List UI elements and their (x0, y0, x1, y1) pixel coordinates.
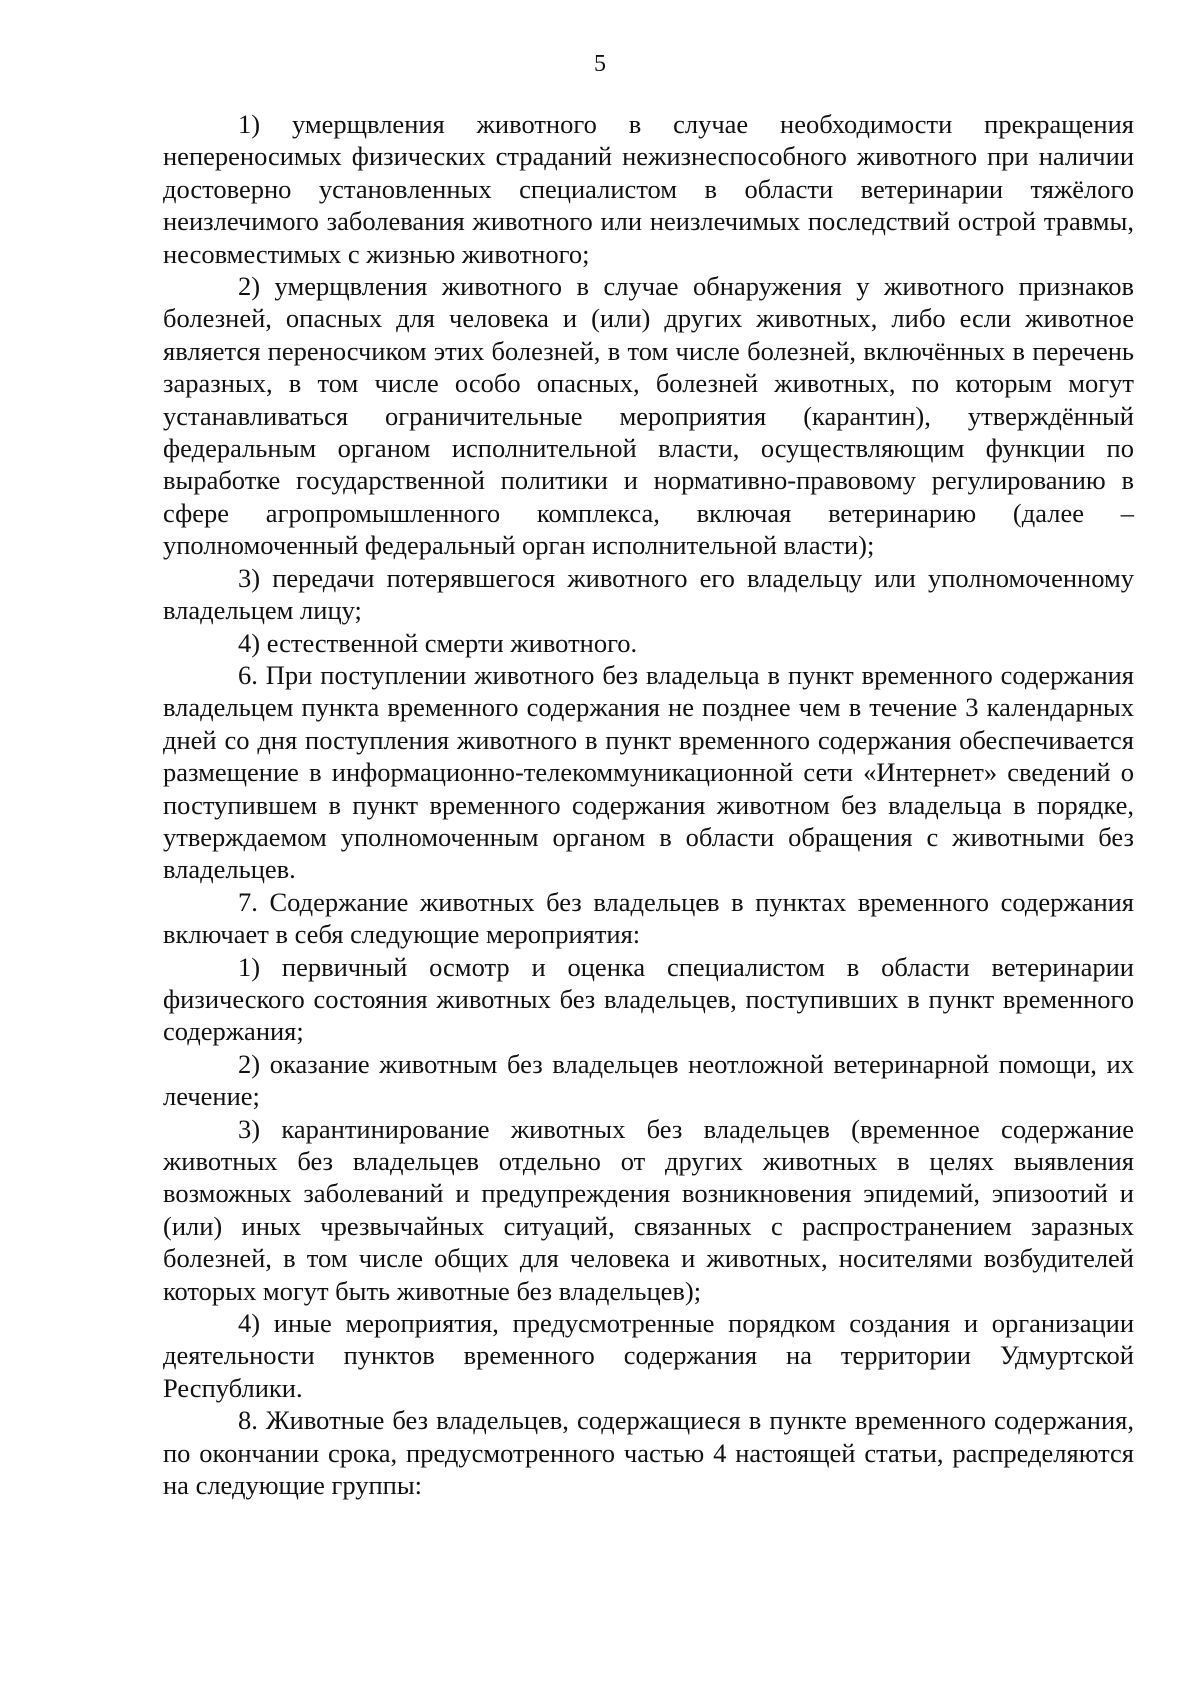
document-body (163, 108, 1134, 1501)
paragraph-item-4-natural-death: 4) естественной смерти животного. (238, 627, 638, 658)
page-number: 5 (594, 51, 606, 77)
paragraph-section-7-item-2: 2) оказание животным без владельцев неотложной ветеринарной помощи, их лечение; (163, 1048, 1134, 1112)
paragraph-section-7-item-3: 3) карантинирование животных без владельцев (временное содержание животных без владельцев отдельно от других животных в целях выявления возможных заболеваний и предупреждения возникновения эпидемий, эпизоотий и (или) иных чрезвычайных ситуаций, связанных с распространением заразных болезней, в том числе общих для человека и животных, носителями возбудителей которых могут быть животные без владельцев); (163, 1113, 1134, 1306)
paragraph-section-8: 8. Животные без владельцев, содержащиеся в пункте временного содержания, по окончании срока, предусмотренного частью 4 настоящей статьи, распределяются на следующие группы: (163, 1405, 1134, 1501)
paragraph-item-3-return-to-owner: 3) передачи потерявшегося животного его владельцу или уполномоченному владельцем лицу; (163, 562, 1134, 626)
paragraph-section-7: 7. Содержание животных без владельцев в пунктах временного содержания включает в себя следующие мероприятия: (163, 886, 1134, 950)
paragraph-section-7-item-1: 1) первичный осмотр и оценка специалистом в области ветеринарии физического состояния животных без владельцев, поступивших в пункт временного содержания; (163, 951, 1134, 1047)
paragraph-section-7-item-4: 4) иные мероприятия, предусмотренные порядком создания и организации деятельности пунктов временного содержания на территории Удмуртской Республики. (163, 1308, 1134, 1403)
paragraph-item-1-euthanasia-suffering: 1) умерщвления животного в случае необходимости прекращения непереносимых физических страданий нежизнеспособного животного при наличии достоверно установленных специалистом в области ветеринарии тяжёлого неизлечимого заболевания животного или неизлечимых последствий острой травмы, несовместимых с жизнью животного; (163, 109, 1134, 269)
paragraph-section-6: 6. При поступлении животного без владельца в пункт временного содержания владельцем пункта временного содержания не позднее чем в течение 3 календарных дней со дня поступления животного в пункт временного содержания обеспечивается размещение в информационно-телекоммуникационной сети «Интернет» сведений о поступившем в пункт временного содержания животном без владельца в порядке, утверждаемом уполномоченным органом в области обращения с животными без владельцев. (163, 659, 1134, 885)
paragraph-item-2-euthanasia-disease: 2) умерщвления животного в случае обнаружения у животного признаков болезней, опасных для человека и (или) других животных, либо если животное является переносчиком этих болезней, в том числе болезней, включённых в перечень заразных, в том числе особо опасных, болезней животных, по которым могут устанавливаться ограничительные мероприятия (карантин), утверждённый федеральным органом исполнительной власти, осуществляющим функции по выработке государственной политики и нормативно-правовому регулированию в сфере агропромышленного комплекса, включая ветеринарию (далее – уполномоченный федеральный орган исполнительной власти); (163, 271, 1134, 561)
